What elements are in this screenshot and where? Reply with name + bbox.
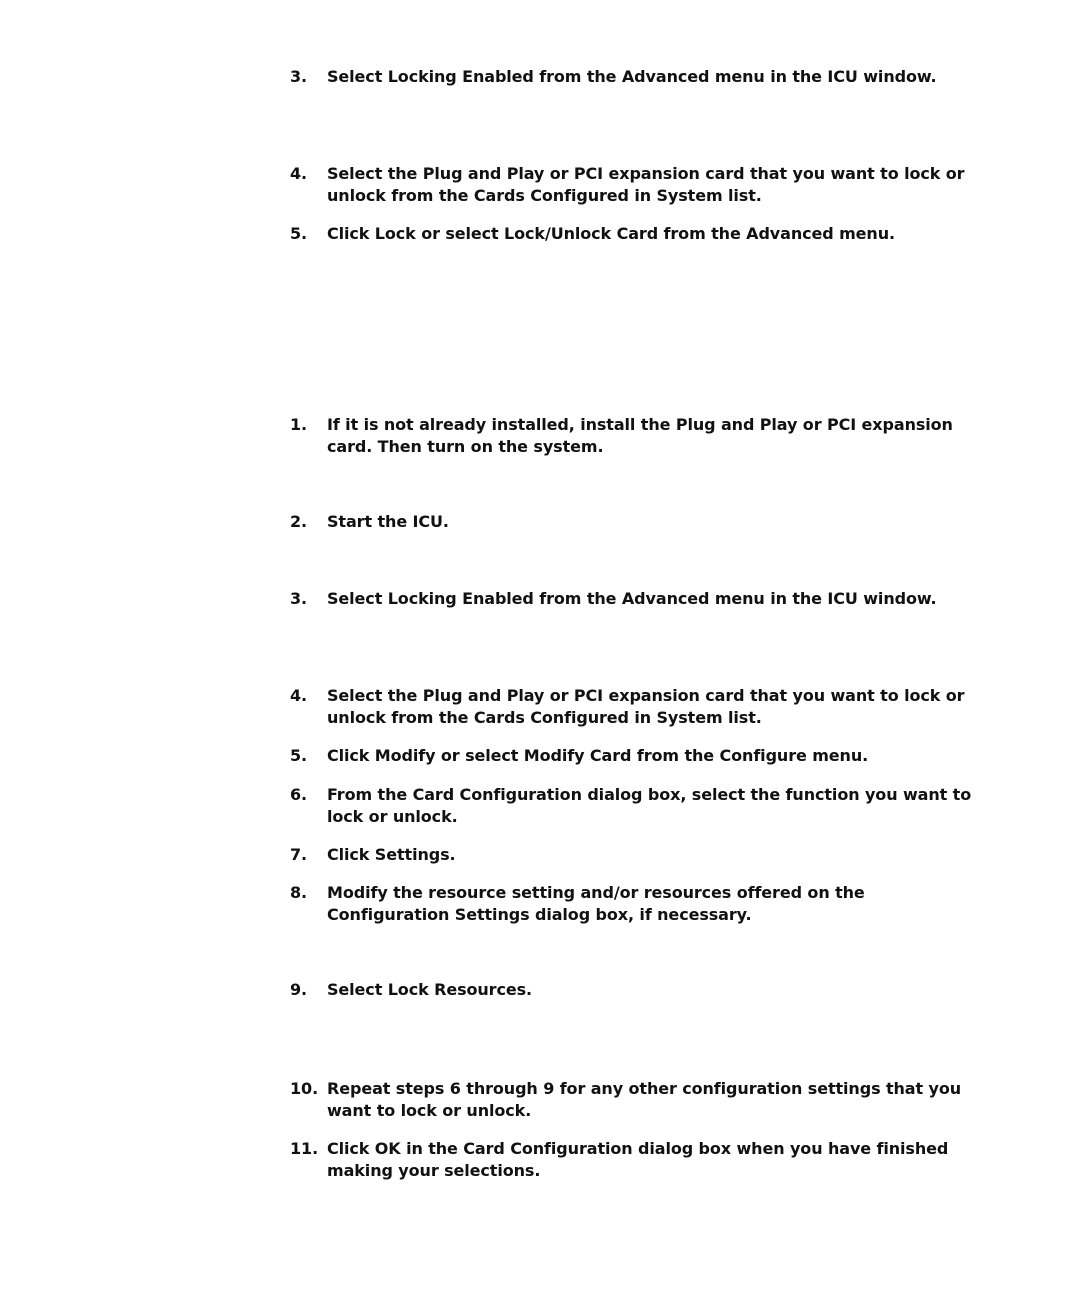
step-text: Click Lock or select Lock/Unlock Card from the Advanced menu. — [327, 224, 895, 243]
step-item — [290, 844, 980, 866]
step-text: Select Locking Enabled from the Advanced menu in the ICU window. — [327, 67, 937, 86]
step-number: 2. — [290, 512, 308, 531]
step-number: 4. — [290, 164, 308, 183]
step-item — [290, 685, 980, 729]
step-item — [290, 588, 980, 610]
step-number: 11. — [290, 1139, 319, 1158]
step-item — [290, 882, 980, 926]
step-text: Repeat steps 6 through 9 for any other configuration settings that you want to lock or unlock. — [327, 1079, 962, 1120]
step-item — [290, 223, 980, 245]
step-item — [290, 66, 980, 88]
step-text: If it is not already installed, install the Plug and Play or PCI expansion card. Then turn on the system. — [327, 415, 953, 456]
step-item — [290, 414, 980, 458]
step-number: 10. — [290, 1079, 319, 1098]
step-number: 6. — [290, 785, 308, 804]
step-number: 9. — [290, 980, 308, 999]
step-text: Select the Plug and Play or PCI expansion card that you want to lock or unlock from the Cards Configured in System list. — [327, 164, 965, 205]
step-number: 5. — [290, 746, 308, 765]
step-text: Click OK in the Card Configuration dialog box when you have finished making your selections. — [327, 1139, 949, 1180]
step-number: 3. — [290, 67, 308, 86]
step-text: Select the Plug and Play or PCI expansion card that you want to lock or unlock from the Cards Configured in System list. — [327, 686, 965, 727]
step-text: Select Lock Resources. — [327, 980, 533, 999]
step-item — [290, 979, 980, 1001]
step-text: Click Settings. — [327, 845, 456, 864]
step-item — [290, 745, 980, 767]
step-text: From the Card Configuration dialog box, select the function you want to lock or unlock. — [327, 785, 972, 826]
step-text: Modify the resource setting and/or resources offered on the Configuration Settings dialog box, if necessary. — [327, 883, 865, 924]
step-number: 5. — [290, 224, 308, 243]
step-number: 4. — [290, 686, 308, 705]
step-text: Click Modify or select Modify Card from the Configure menu. — [327, 746, 869, 765]
step-text: Select Locking Enabled from the Advanced menu in the ICU window. — [327, 589, 937, 608]
step-item — [290, 163, 980, 207]
step-number: 7. — [290, 845, 308, 864]
step-item — [290, 1138, 980, 1182]
step-number: 1. — [290, 415, 308, 434]
step-item — [290, 1078, 980, 1122]
step-item — [290, 511, 980, 533]
step-number: 8. — [290, 883, 308, 902]
step-item — [290, 784, 980, 828]
step-text: Start the ICU. — [327, 512, 449, 531]
step-number: 3. — [290, 589, 308, 608]
